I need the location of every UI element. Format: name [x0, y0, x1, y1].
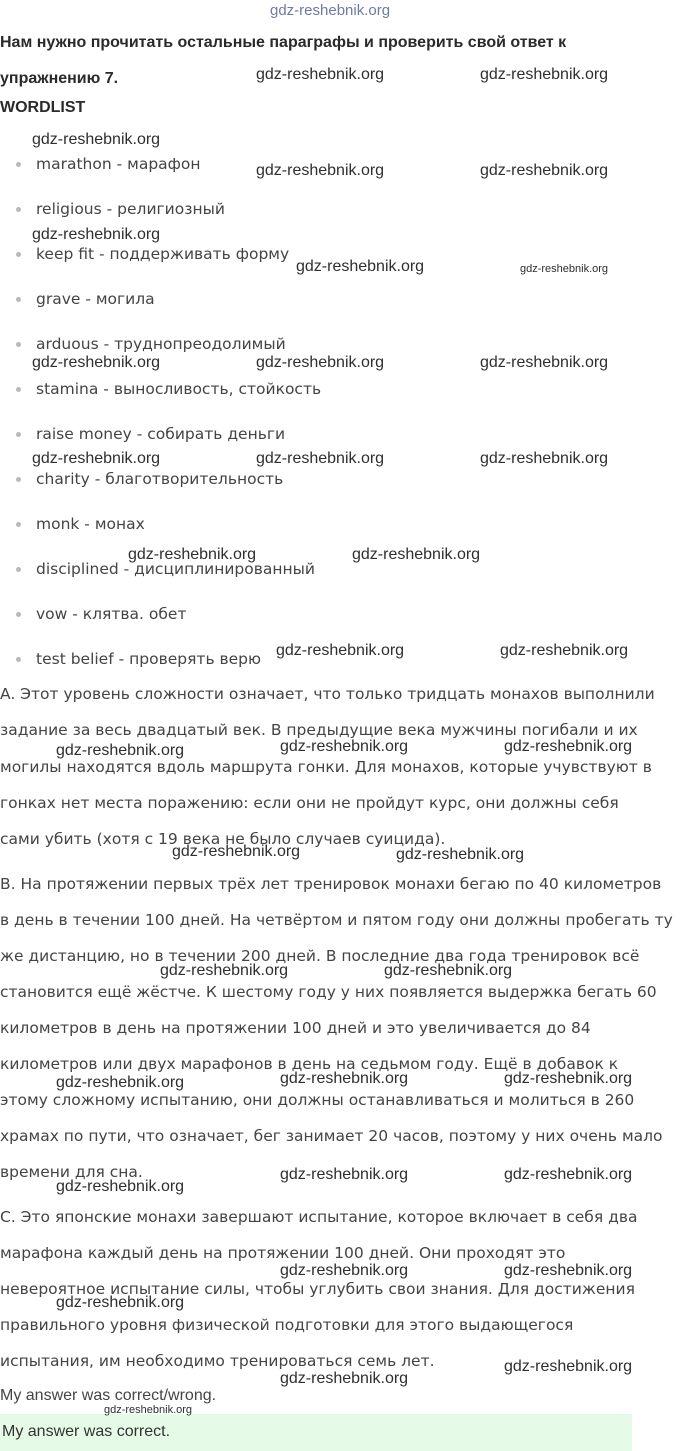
paragraph-line: марафона каждый день на протяжении 100 дней. Они проходят это — [0, 1244, 566, 1262]
watermark: gdz-reshebnik.org — [520, 263, 609, 275]
watermark: gdz-reshebnik.org — [504, 1358, 633, 1375]
watermark: gdz-reshebnik.org — [280, 1262, 409, 1279]
watermark: gdz-reshebnik.org — [32, 354, 161, 371]
watermark: gdz-reshebnik.org — [256, 450, 385, 467]
watermark: gdz-reshebnik.org — [500, 642, 629, 659]
watermark: gdz-reshebnik.org — [384, 962, 513, 979]
word-entry: marathon - марафон — [36, 155, 201, 173]
watermark: gdz-reshebnik.org — [480, 162, 609, 179]
watermark: gdz-reshebnik.org — [352, 546, 481, 563]
word-entry: charity - благотворительность — [36, 470, 284, 488]
wordlist-heading: WORDLIST — [0, 99, 86, 116]
intro-line-2: упражнению 7. — [0, 70, 119, 87]
answer-result: My answer was correct. — [2, 1423, 171, 1440]
watermark: gdz-reshebnik.org — [56, 1178, 185, 1195]
bullet-icon — [16, 477, 21, 482]
bullet-icon — [16, 522, 21, 527]
watermark: gdz-reshebnik.org — [276, 642, 405, 659]
bullet-icon — [16, 297, 21, 302]
bullet-icon — [16, 567, 21, 572]
watermark: gdz-reshebnik.org — [160, 962, 289, 979]
watermark: gdz-reshebnik.org — [396, 846, 525, 863]
paragraph-line: же дистанцию, но в течении 200 дней. В последние два года тренировок всё — [0, 947, 640, 965]
bullet-icon — [16, 432, 21, 437]
word-entry: disciplined - дисциплинированный — [36, 560, 315, 578]
watermark: gdz-reshebnik.org — [504, 738, 633, 755]
watermark: gdz-reshebnik.org — [256, 162, 385, 179]
bullet-icon — [16, 387, 21, 392]
watermark: gdz-reshebnik.org — [280, 1070, 409, 1087]
paragraph-line: этому сложному испытанию, они должны останавливаться и молиться в 260 — [0, 1091, 635, 1109]
watermark: gdz-reshebnik.org — [56, 1294, 185, 1311]
watermark: gdz-reshebnik.org — [32, 226, 161, 243]
watermark: gdz-reshebnik.org — [172, 843, 301, 860]
paragraph-line: километров в день на протяжении 100 дней и это увеличивается до 84 — [0, 1019, 591, 1037]
bullet-icon — [16, 162, 21, 167]
word-entry: test belief - проверять верю — [36, 650, 262, 668]
watermark: gdz-reshebnik.org — [256, 354, 385, 371]
watermark: gdz-reshebnik.org — [128, 546, 257, 563]
watermark: gdz-reshebnik.org — [56, 1074, 185, 1091]
watermark: gdz-reshebnik.org — [256, 66, 385, 83]
paragraph-line: B. На протяжении первых трёх лет тренировок монахи бегаю по 40 километров — [0, 875, 662, 893]
answer-box — [0, 1414, 632, 1451]
word-entry: keep fit - поддерживать форму — [36, 245, 290, 263]
paragraph-line: времени для сна. — [0, 1163, 143, 1181]
watermark: gdz-reshebnik.org — [480, 450, 609, 467]
site-link[interactable]: gdz-reshebnik.org — [270, 2, 391, 19]
bullet-icon — [16, 252, 21, 257]
watermark: gdz-reshebnik.org — [280, 1166, 409, 1183]
answer-question: My answer was correct/wrong. — [0, 1387, 217, 1404]
bullet-icon — [16, 657, 21, 662]
paragraph-line: невероятное испытание силы, чтобы углубить свои знания. Для достижения — [0, 1280, 635, 1298]
paragraph-line: могилы находятся вдоль маршрута гонки. Для монахов, которые учувствуют в — [0, 758, 652, 776]
paragraph-line: C. Это японские монахи завершают испытание, которое включает в себя два — [0, 1208, 638, 1226]
bullet-icon — [16, 207, 21, 212]
paragraph-line: A. Этот уровень сложности означает, что только тридцать монахов выполнили — [0, 685, 655, 703]
watermark: gdz-reshebnik.org — [280, 1370, 409, 1387]
watermark: gdz-reshebnik.org — [56, 742, 185, 759]
watermark: gdz-reshebnik.org — [104, 1404, 193, 1416]
watermark: gdz-reshebnik.org — [32, 131, 161, 148]
word-entry: arduous - труднопреодолимый — [36, 335, 286, 353]
intro-line-1: Нам нужно прочитать остальные параграфы и проверить свой ответ к — [0, 34, 567, 51]
bullet-icon — [16, 342, 21, 347]
paragraph-line: в день в течении 100 дней. На четвёртом и пятом году они должны пробегать ту — [0, 911, 673, 929]
watermark: gdz-reshebnik.org — [280, 738, 409, 755]
paragraph-line: километров или двух марафонов в день на седьмом году. Ещё в добавок к — [0, 1055, 619, 1073]
word-entry: religious - религиозный — [36, 200, 225, 218]
bullet-icon — [16, 612, 21, 617]
watermark: gdz-reshebnik.org — [296, 258, 425, 275]
watermark: gdz-reshebnik.org — [504, 1070, 633, 1087]
paragraph-line: гонках нет места поражению: если они не пройдут курс, они должны себя — [0, 794, 619, 812]
paragraph-line: правильного уровня физической подготовки для этого выдающегося — [0, 1316, 574, 1334]
word-entry: monk - монах — [36, 515, 145, 533]
watermark: gdz-reshebnik.org — [504, 1262, 633, 1279]
paragraph-line: испытания, им необходимо тренироваться семь лет. — [0, 1352, 435, 1370]
watermark: gdz-reshebnik.org — [504, 1166, 633, 1183]
watermark: gdz-reshebnik.org — [32, 450, 161, 467]
word-entry: stamina - выносливость, стойкость — [36, 380, 322, 398]
watermark: gdz-reshebnik.org — [480, 66, 609, 83]
watermark: gdz-reshebnik.org — [480, 354, 609, 371]
word-entry: vow - клятва. обет — [36, 605, 187, 623]
word-entry: grave - могила — [36, 290, 155, 308]
word-entry: raise money - собирать деньги — [36, 425, 286, 443]
paragraph-line: храмах по пути, что означает, бег занимает 20 часов, поэтому у них очень мало — [0, 1127, 663, 1145]
paragraph-line: становится ещё жёстче. К шестому году у них появляется выдержка бегать 60 — [0, 983, 657, 1001]
paragraph-line: задание за весь двадцатый век. В предыдущие века мужчины погибали и их — [0, 721, 638, 739]
paragraph-line: сами убить (хотя с 19 века не было случаев суицида). — [0, 830, 446, 848]
